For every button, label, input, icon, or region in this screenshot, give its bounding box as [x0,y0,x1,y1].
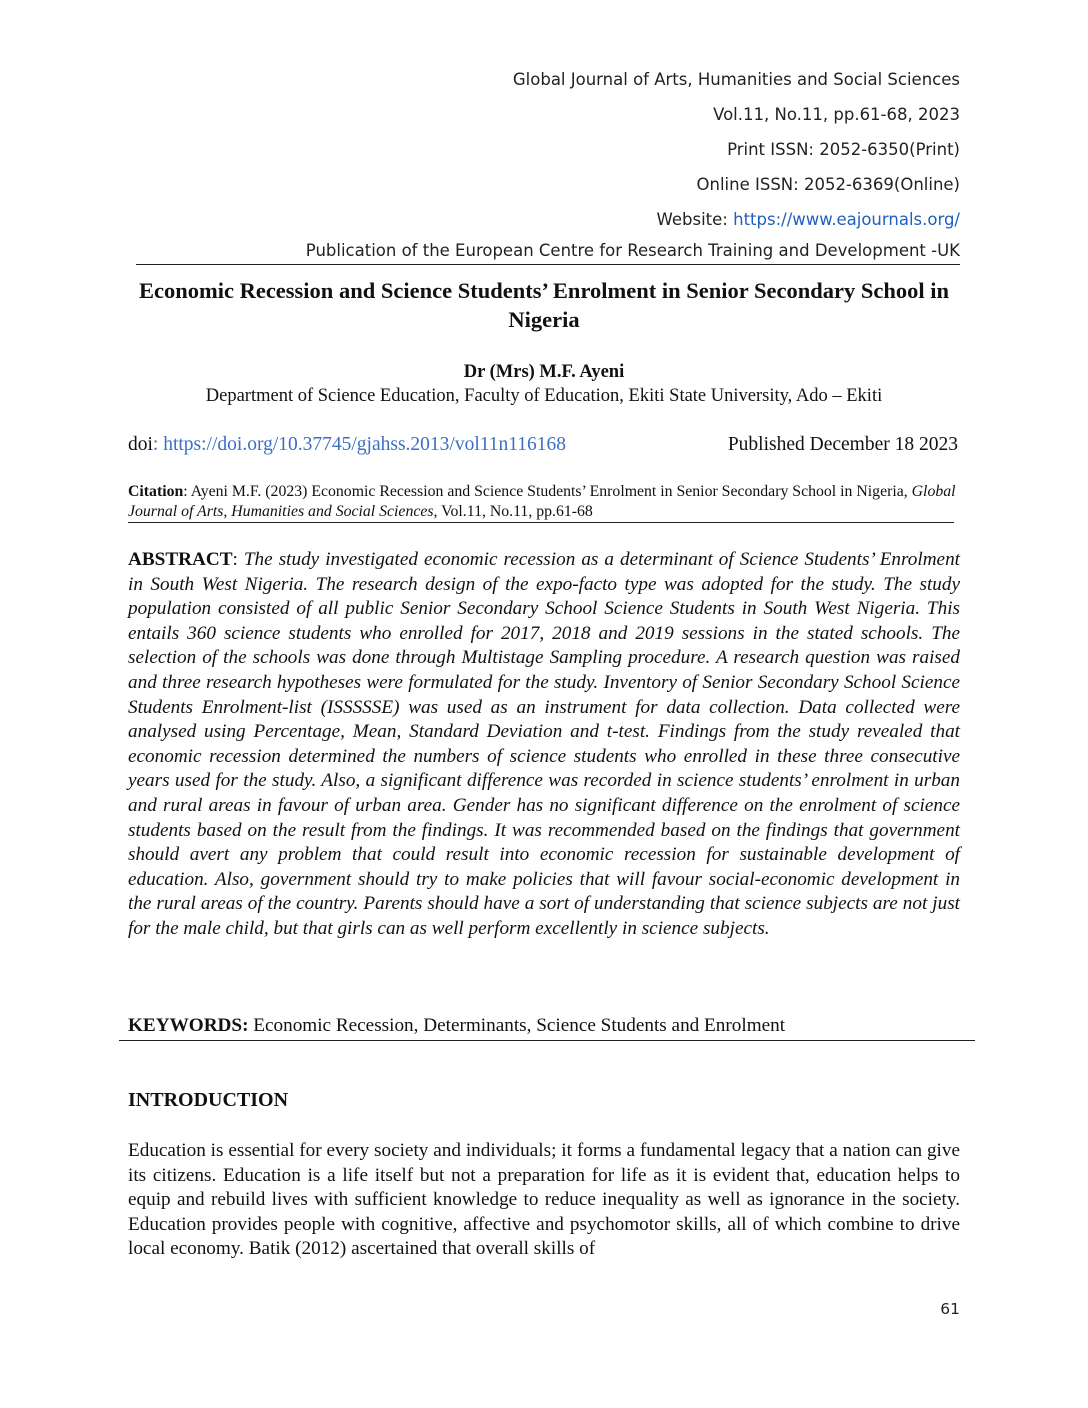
keywords-divider [119,1040,975,1041]
doi-row [128,434,958,456]
doi-line [128,434,566,456]
abstract-text: The study investigated economic recession as a determinant of Science Students’ Enrolment in South West Nigeria. The research design of the expo-facto type was adopted for the study. The study population consisted of all public Senior Secondary School Science Students in South West Nigeria. This entails 360 science students who enrolled for 2017, 2018 and 2019 sessions in the stated schools. The selection of the schools was done through Multistage Sampling procedure. A research question was raised and three research hypotheses were formulated for the study. Inventory of Senior Secondary School Science Students Enrolment-list (ISSSSSE) was used as an instrument for data collection. Data collected were analysed using Percentage, Mean, Standard Deviation and t-test. Findings from the study revealed that economic recession determined the numbers of science students who enrolled in these three consecutive years used for the study. Also, a significant difference was recorded in science students’ enrolment in urban and rural areas in favour of urban area. Gender has no significant difference on the enrolment of science students based on the result from the findings. It was recommended based on the findings that government should avert any problem that could result into economic recession for sustainable development of education. Also, government should try to make policies that will favour social-economic development in the rural areas of the country. Parents should have a sort of understanding that science subjects are not just for the male child, but that girls can as well perform excellently in science subjects. [128,549,960,939]
website-link[interactable]: https://www.eajournals.org/ [733,210,960,229]
citation-pages: , Vol.11, No.11, pp.61-68 [433,503,593,520]
page-number: 61 [940,1300,960,1318]
introduction-heading: INTRODUCTION [128,1089,289,1111]
volume-info: Vol.11, No.11, pp.61-68, 2023 [713,105,960,124]
author-name: Dr (Mrs) M.F. Ayeni [463,362,625,382]
website-label: Website: [656,210,734,229]
print-issn: Print ISSN: 2052-6350(Print) [727,140,960,159]
citation-divider [128,522,954,523]
keywords-label: KEYWORDS: [128,1015,249,1036]
author-affiliation: Department of Science Education, Faculty of Education, Ekiti State University, Ado – Ekiti [205,386,883,406]
keywords [128,1015,960,1037]
doi-link[interactable]: https://doi.org/10.37745/gjahss.2013/vol11n116168 [163,434,567,455]
doi-sep: : [152,434,164,455]
abstract-sep: : [232,549,244,570]
journal-name: Global Journal of Arts, Humanities and Social Sciences [512,70,960,89]
keywords-text: Economic Recession, Determinants, Science Students and Enrolment [248,1015,786,1036]
published-date: Published December 18 2023 [727,434,958,455]
citation [128,482,960,522]
citation-text: : Ayeni M.F. (2023) Economic Recession and Science Students’ Enrolment in Senior Secondary School in Nigeria, [183,483,912,500]
citation-journal: Global Journal of Arts, Humanities and Social Sciences [128,483,956,520]
publisher-line: Publication of the European Centre for Research Training and Development -UK [136,238,960,265]
introduction-paragraph: Education is essential for every society and individuals; it forms a fundamental legacy that a nation can give its citizens. Education is a life itself but not a preparation for life as it is evident that, education helps to equip and rebuild lives with sufficient knowledge to reduce inequality as well as ignorance in the society. Education provides people with cognitive, affective and psychomotor skills, all of which combine to drive local economy. Batik (2012) ascertained that overall skills of [128,1140,960,1260]
journal-header [513,62,960,237]
abstract [128,548,960,942]
citation-label: Citation [128,483,184,500]
website-line [513,202,960,237]
article-title: Economic Recession and Science Students’ Enrolment in Senior Secondary School in Nigeria [138,278,950,332]
online-issn: Online ISSN: 2052-6369(Online) [696,175,960,194]
abstract-label: ABSTRACT [128,549,233,570]
doi-label: doi [128,434,153,455]
